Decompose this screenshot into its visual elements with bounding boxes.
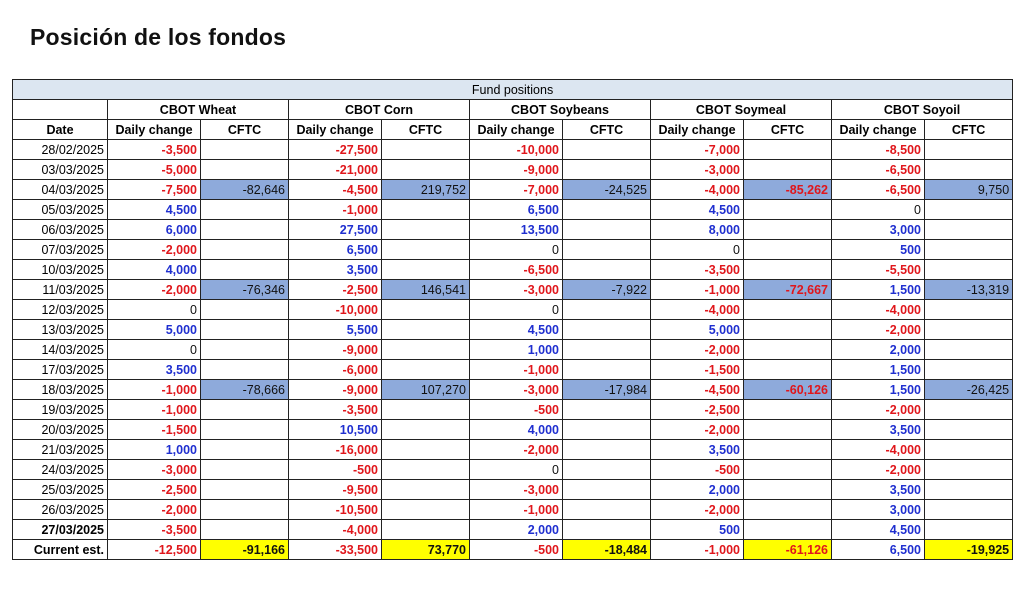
- daily-change-cell: -2,000: [832, 460, 925, 480]
- daily-change-cell: 500: [832, 240, 925, 260]
- cftc-cell: [382, 400, 470, 420]
- cftc-cell: [563, 260, 651, 280]
- table-row: [13, 460, 1013, 480]
- date-cell: 07/03/2025: [13, 240, 108, 260]
- daily-change-cell: 0: [470, 240, 563, 260]
- daily-change-cell: -21,000: [289, 160, 382, 180]
- daily-change-cell: -7,500: [108, 180, 201, 200]
- daily-change-column-header: Daily change: [289, 120, 382, 140]
- cftc-cell: [563, 420, 651, 440]
- cftc-cell: -76,346: [201, 280, 289, 300]
- cftc-cell: [563, 240, 651, 260]
- cftc-cell: [925, 500, 1013, 520]
- cftc-column-header: CFTC: [744, 120, 832, 140]
- cftc-cell: [201, 360, 289, 380]
- daily-change-cell: -3,500: [651, 260, 744, 280]
- daily-change-cell: -500: [651, 460, 744, 480]
- daily-change-cell: -2,000: [651, 420, 744, 440]
- cftc-cell: [563, 200, 651, 220]
- daily-change-cell: 0: [108, 300, 201, 320]
- date-cell: 17/03/2025: [13, 360, 108, 380]
- cftc-cell: [925, 240, 1013, 260]
- cftc-cell: [925, 260, 1013, 280]
- cftc-cell: [201, 480, 289, 500]
- daily-change-cell: -2,500: [651, 400, 744, 420]
- daily-change-cell: 5,000: [108, 320, 201, 340]
- daily-change-cell: 500: [651, 520, 744, 540]
- cftc-cell: [563, 140, 651, 160]
- daily-change-cell: -4,000: [832, 440, 925, 460]
- cftc-cell: [925, 440, 1013, 460]
- cftc-cell: [563, 400, 651, 420]
- cftc-column-header: CFTC: [925, 120, 1013, 140]
- daily-change-cell: -1,500: [108, 420, 201, 440]
- daily-change-cell: 0: [470, 460, 563, 480]
- cftc-cell: [925, 480, 1013, 500]
- cftc-cell: [925, 220, 1013, 240]
- cftc-cell: [201, 300, 289, 320]
- daily-change-cell: 2,000: [832, 340, 925, 360]
- cftc-cell: [201, 240, 289, 260]
- daily-change-cell: 2,000: [651, 480, 744, 500]
- daily-change-cell: 4,500: [108, 200, 201, 220]
- cftc-cell: [382, 460, 470, 480]
- date-cell: 26/03/2025: [13, 500, 108, 520]
- table-row: [13, 260, 1013, 280]
- daily-change-cell: 8,000: [651, 220, 744, 240]
- daily-change-cell: 6,500: [289, 240, 382, 260]
- cftc-cell: [744, 420, 832, 440]
- cftc-cell: [744, 260, 832, 280]
- table-row: [13, 280, 1013, 300]
- daily-change-cell: -3,000: [651, 160, 744, 180]
- cftc-cell: [925, 160, 1013, 180]
- daily-change-cell: -500: [470, 400, 563, 420]
- commodity-header-soybeans: CBOT Soybeans: [470, 100, 651, 120]
- cftc-cell: [563, 320, 651, 340]
- cftc-cell: [925, 140, 1013, 160]
- daily-change-cell: 4,000: [470, 420, 563, 440]
- cftc-cell: [201, 340, 289, 360]
- cftc-column-header: CFTC: [201, 120, 289, 140]
- daily-change-cell: 1,000: [470, 340, 563, 360]
- table-row: [13, 440, 1013, 460]
- daily-change-column-header: Daily change: [470, 120, 563, 140]
- daily-change-cell: -3,500: [289, 400, 382, 420]
- cftc-cell: [925, 200, 1013, 220]
- cftc-cell: [744, 140, 832, 160]
- cftc-cell: [382, 480, 470, 500]
- daily-change-cell: 3,000: [832, 500, 925, 520]
- daily-change-cell: -5,000: [108, 160, 201, 180]
- cftc-cell: [925, 520, 1013, 540]
- table-row: [13, 140, 1013, 160]
- cftc-cell: -7,922: [563, 280, 651, 300]
- daily-change-column-header: Daily change: [651, 120, 744, 140]
- daily-change-cell: -33,500: [289, 540, 382, 560]
- cftc-cell: [201, 220, 289, 240]
- cftc-cell: [201, 440, 289, 460]
- table-row: [13, 520, 1013, 540]
- daily-change-cell: 4,500: [470, 320, 563, 340]
- daily-change-cell: 27,500: [289, 220, 382, 240]
- cftc-cell: [382, 520, 470, 540]
- daily-change-cell: -3,000: [470, 280, 563, 300]
- daily-change-cell: -2,000: [470, 440, 563, 460]
- table-row: [13, 340, 1013, 360]
- table-row: [13, 480, 1013, 500]
- cftc-cell: -24,525: [563, 180, 651, 200]
- cftc-cell: [201, 520, 289, 540]
- table-row: [13, 380, 1013, 400]
- cftc-cell: [744, 400, 832, 420]
- daily-change-cell: -2,000: [832, 320, 925, 340]
- date-cell: 06/03/2025: [13, 220, 108, 240]
- daily-change-cell: -5,500: [832, 260, 925, 280]
- daily-change-cell: -500: [470, 540, 563, 560]
- cftc-cell: [744, 300, 832, 320]
- table-row: [13, 240, 1013, 260]
- daily-change-cell: -1,000: [470, 360, 563, 380]
- daily-change-cell: 1,000: [108, 440, 201, 460]
- date-cell: 24/03/2025: [13, 460, 108, 480]
- daily-change-cell: -2,000: [108, 500, 201, 520]
- daily-change-cell: -10,000: [289, 300, 382, 320]
- daily-change-cell: -4,000: [832, 300, 925, 320]
- cftc-cell: [925, 360, 1013, 380]
- date-cell: 20/03/2025: [13, 420, 108, 440]
- cftc-cell: [201, 260, 289, 280]
- cftc-cell: [925, 320, 1013, 340]
- cftc-cell: [744, 340, 832, 360]
- cftc-cell: [744, 320, 832, 340]
- daily-change-cell: -10,000: [470, 140, 563, 160]
- daily-change-cell: 13,500: [470, 220, 563, 240]
- date-cell: 21/03/2025: [13, 440, 108, 460]
- commodity-header-corn: CBOT Corn: [289, 100, 470, 120]
- cftc-cell: [382, 340, 470, 360]
- daily-change-cell: 6,500: [470, 200, 563, 220]
- date-group-blank: [13, 100, 108, 120]
- daily-change-cell: 5,000: [651, 320, 744, 340]
- daily-change-cell: 3,500: [651, 440, 744, 460]
- cftc-cell: [925, 340, 1013, 360]
- commodity-header-soymeal: CBOT Soymeal: [651, 100, 832, 120]
- daily-change-cell: 3,500: [108, 360, 201, 380]
- daily-change-cell: 2,000: [470, 520, 563, 540]
- daily-change-cell: -2,500: [289, 280, 382, 300]
- daily-change-cell: -1,000: [470, 500, 563, 520]
- daily-change-cell: 0: [651, 240, 744, 260]
- daily-change-cell: -9,500: [289, 480, 382, 500]
- cftc-cell: [201, 420, 289, 440]
- daily-change-cell: 3,000: [832, 220, 925, 240]
- cftc-cell: [744, 520, 832, 540]
- daily-change-cell: -7,000: [651, 140, 744, 160]
- cftc-cell: [925, 420, 1013, 440]
- daily-change-cell: -9,000: [289, 340, 382, 360]
- cftc-cell: -85,262: [744, 180, 832, 200]
- cftc-cell: -13,319: [925, 280, 1013, 300]
- cftc-cell: [201, 160, 289, 180]
- cftc-cell: [744, 360, 832, 380]
- daily-change-cell: 6,000: [108, 220, 201, 240]
- daily-change-cell: 6,500: [832, 540, 925, 560]
- daily-change-cell: -500: [289, 460, 382, 480]
- cftc-cell: [744, 480, 832, 500]
- daily-change-cell: 10,500: [289, 420, 382, 440]
- table-row: [13, 220, 1013, 240]
- cftc-cell: [744, 240, 832, 260]
- cftc-cell: [382, 360, 470, 380]
- cftc-cell: [563, 300, 651, 320]
- cftc-cell: [382, 440, 470, 460]
- daily-change-cell: -4,000: [651, 180, 744, 200]
- cftc-cell: [563, 360, 651, 380]
- daily-change-cell: -9,000: [470, 160, 563, 180]
- table-row: [13, 160, 1013, 180]
- daily-change-cell: 1,500: [832, 360, 925, 380]
- daily-change-cell: -4,500: [289, 180, 382, 200]
- daily-change-cell: -2,000: [651, 340, 744, 360]
- daily-change-cell: -3,500: [108, 520, 201, 540]
- daily-change-cell: -3,000: [470, 480, 563, 500]
- date-cell: 28/02/2025: [13, 140, 108, 160]
- cftc-cell: -60,126: [744, 380, 832, 400]
- cftc-cell: [744, 160, 832, 180]
- daily-change-cell: -3,000: [108, 460, 201, 480]
- cftc-cell: -82,646: [201, 180, 289, 200]
- daily-change-cell: -2,000: [108, 240, 201, 260]
- table-row: [13, 500, 1013, 520]
- cftc-cell: [744, 440, 832, 460]
- commodity-header-soyoil: CBOT Soyoil: [832, 100, 1013, 120]
- cftc-cell: 146,541: [382, 280, 470, 300]
- daily-change-cell: -8,500: [832, 140, 925, 160]
- daily-change-cell: -6,500: [470, 260, 563, 280]
- cftc-cell: [925, 300, 1013, 320]
- daily-change-cell: -1,000: [108, 380, 201, 400]
- current-estimate-row: [13, 540, 1013, 560]
- cftc-cell: [563, 520, 651, 540]
- daily-change-cell: -4,000: [651, 300, 744, 320]
- cftc-cell: [382, 320, 470, 340]
- cftc-cell: [563, 220, 651, 240]
- daily-change-column-header: Daily change: [108, 120, 201, 140]
- cftc-cell: 107,270: [382, 380, 470, 400]
- daily-change-cell: 3,500: [289, 260, 382, 280]
- cftc-cell: 73,770: [382, 540, 470, 560]
- daily-change-column-header: Daily change: [832, 120, 925, 140]
- fund-positions-table: [12, 79, 1013, 560]
- cftc-cell: [382, 240, 470, 260]
- cftc-cell: -19,925: [925, 540, 1013, 560]
- cftc-column-header: CFTC: [382, 120, 470, 140]
- daily-change-cell: -3,500: [108, 140, 201, 160]
- cftc-cell: -26,425: [925, 380, 1013, 400]
- cftc-cell: [382, 140, 470, 160]
- cftc-cell: 9,750: [925, 180, 1013, 200]
- daily-change-cell: -6,000: [289, 360, 382, 380]
- cftc-cell: -78,666: [201, 380, 289, 400]
- cftc-cell: [382, 420, 470, 440]
- daily-change-cell: -4,500: [651, 380, 744, 400]
- date-cell: 12/03/2025: [13, 300, 108, 320]
- daily-change-cell: 4,500: [832, 520, 925, 540]
- daily-change-cell: -2,000: [651, 500, 744, 520]
- commodity-header-wheat: CBOT Wheat: [108, 100, 289, 120]
- daily-change-cell: 3,500: [832, 420, 925, 440]
- daily-change-cell: -10,500: [289, 500, 382, 520]
- daily-change-cell: 4,000: [108, 260, 201, 280]
- daily-change-cell: 1,500: [832, 380, 925, 400]
- daily-change-cell: 3,500: [832, 480, 925, 500]
- cftc-cell: [744, 500, 832, 520]
- cftc-cell: [563, 340, 651, 360]
- cftc-cell: [563, 500, 651, 520]
- cftc-cell: [201, 460, 289, 480]
- daily-change-cell: -2,000: [108, 280, 201, 300]
- table-row: [13, 360, 1013, 380]
- cftc-column-header: CFTC: [563, 120, 651, 140]
- daily-change-cell: 1,500: [832, 280, 925, 300]
- daily-change-cell: -1,000: [289, 200, 382, 220]
- cftc-cell: -91,166: [201, 540, 289, 560]
- cftc-cell: [382, 200, 470, 220]
- daily-change-cell: -1,000: [651, 280, 744, 300]
- cftc-cell: [744, 460, 832, 480]
- cftc-cell: [382, 160, 470, 180]
- cftc-cell: [382, 500, 470, 520]
- cftc-cell: [563, 460, 651, 480]
- daily-change-cell: 0: [108, 340, 201, 360]
- current-estimate-label: Current est.: [13, 540, 108, 560]
- daily-change-cell: -12,500: [108, 540, 201, 560]
- date-cell: 10/03/2025: [13, 260, 108, 280]
- table-row: [13, 400, 1013, 420]
- date-cell: 25/03/2025: [13, 480, 108, 500]
- daily-change-cell: -1,000: [108, 400, 201, 420]
- cftc-cell: [201, 400, 289, 420]
- daily-change-cell: 4,500: [651, 200, 744, 220]
- date-cell: 13/03/2025: [13, 320, 108, 340]
- cftc-cell: -17,984: [563, 380, 651, 400]
- table-row: [13, 420, 1013, 440]
- cftc-cell: -61,126: [744, 540, 832, 560]
- cftc-cell: 219,752: [382, 180, 470, 200]
- date-cell: 27/03/2025: [13, 520, 108, 540]
- date-cell: 14/03/2025: [13, 340, 108, 360]
- cftc-cell: [744, 220, 832, 240]
- cftc-cell: [201, 140, 289, 160]
- cftc-cell: [201, 500, 289, 520]
- daily-change-cell: -1,000: [651, 540, 744, 560]
- date-column-header: Date: [13, 120, 108, 140]
- date-cell: 03/03/2025: [13, 160, 108, 180]
- cftc-cell: [925, 400, 1013, 420]
- date-cell: 04/03/2025: [13, 180, 108, 200]
- daily-change-cell: -2,500: [108, 480, 201, 500]
- cftc-cell: [925, 460, 1013, 480]
- table-row: [13, 300, 1013, 320]
- cftc-cell: -18,484: [563, 540, 651, 560]
- daily-change-cell: -9,000: [289, 380, 382, 400]
- cftc-cell: [744, 200, 832, 220]
- daily-change-cell: -7,000: [470, 180, 563, 200]
- cftc-cell: -72,667: [744, 280, 832, 300]
- date-cell: 18/03/2025: [13, 380, 108, 400]
- table-super-header: Fund positions: [13, 80, 1013, 100]
- daily-change-cell: -2,000: [832, 400, 925, 420]
- daily-change-cell: -27,500: [289, 140, 382, 160]
- cftc-cell: [563, 480, 651, 500]
- cftc-cell: [563, 440, 651, 460]
- cftc-cell: [382, 260, 470, 280]
- daily-change-cell: 0: [832, 200, 925, 220]
- daily-change-cell: -6,500: [832, 180, 925, 200]
- table-row: [13, 200, 1013, 220]
- cftc-cell: [382, 300, 470, 320]
- date-cell: 19/03/2025: [13, 400, 108, 420]
- table-row: [13, 320, 1013, 340]
- daily-change-cell: -4,000: [289, 520, 382, 540]
- cftc-cell: [201, 320, 289, 340]
- cftc-cell: [382, 220, 470, 240]
- daily-change-cell: 0: [470, 300, 563, 320]
- daily-change-cell: -1,500: [651, 360, 744, 380]
- daily-change-cell: -3,000: [470, 380, 563, 400]
- cftc-cell: [563, 160, 651, 180]
- daily-change-cell: 5,500: [289, 320, 382, 340]
- date-cell: 11/03/2025: [13, 280, 108, 300]
- daily-change-cell: -6,500: [832, 160, 925, 180]
- table-row: [13, 180, 1013, 200]
- page-title: Posición de los fondos: [30, 24, 287, 50]
- cftc-cell: [201, 200, 289, 220]
- date-cell: 05/03/2025: [13, 200, 108, 220]
- daily-change-cell: -16,000: [289, 440, 382, 460]
